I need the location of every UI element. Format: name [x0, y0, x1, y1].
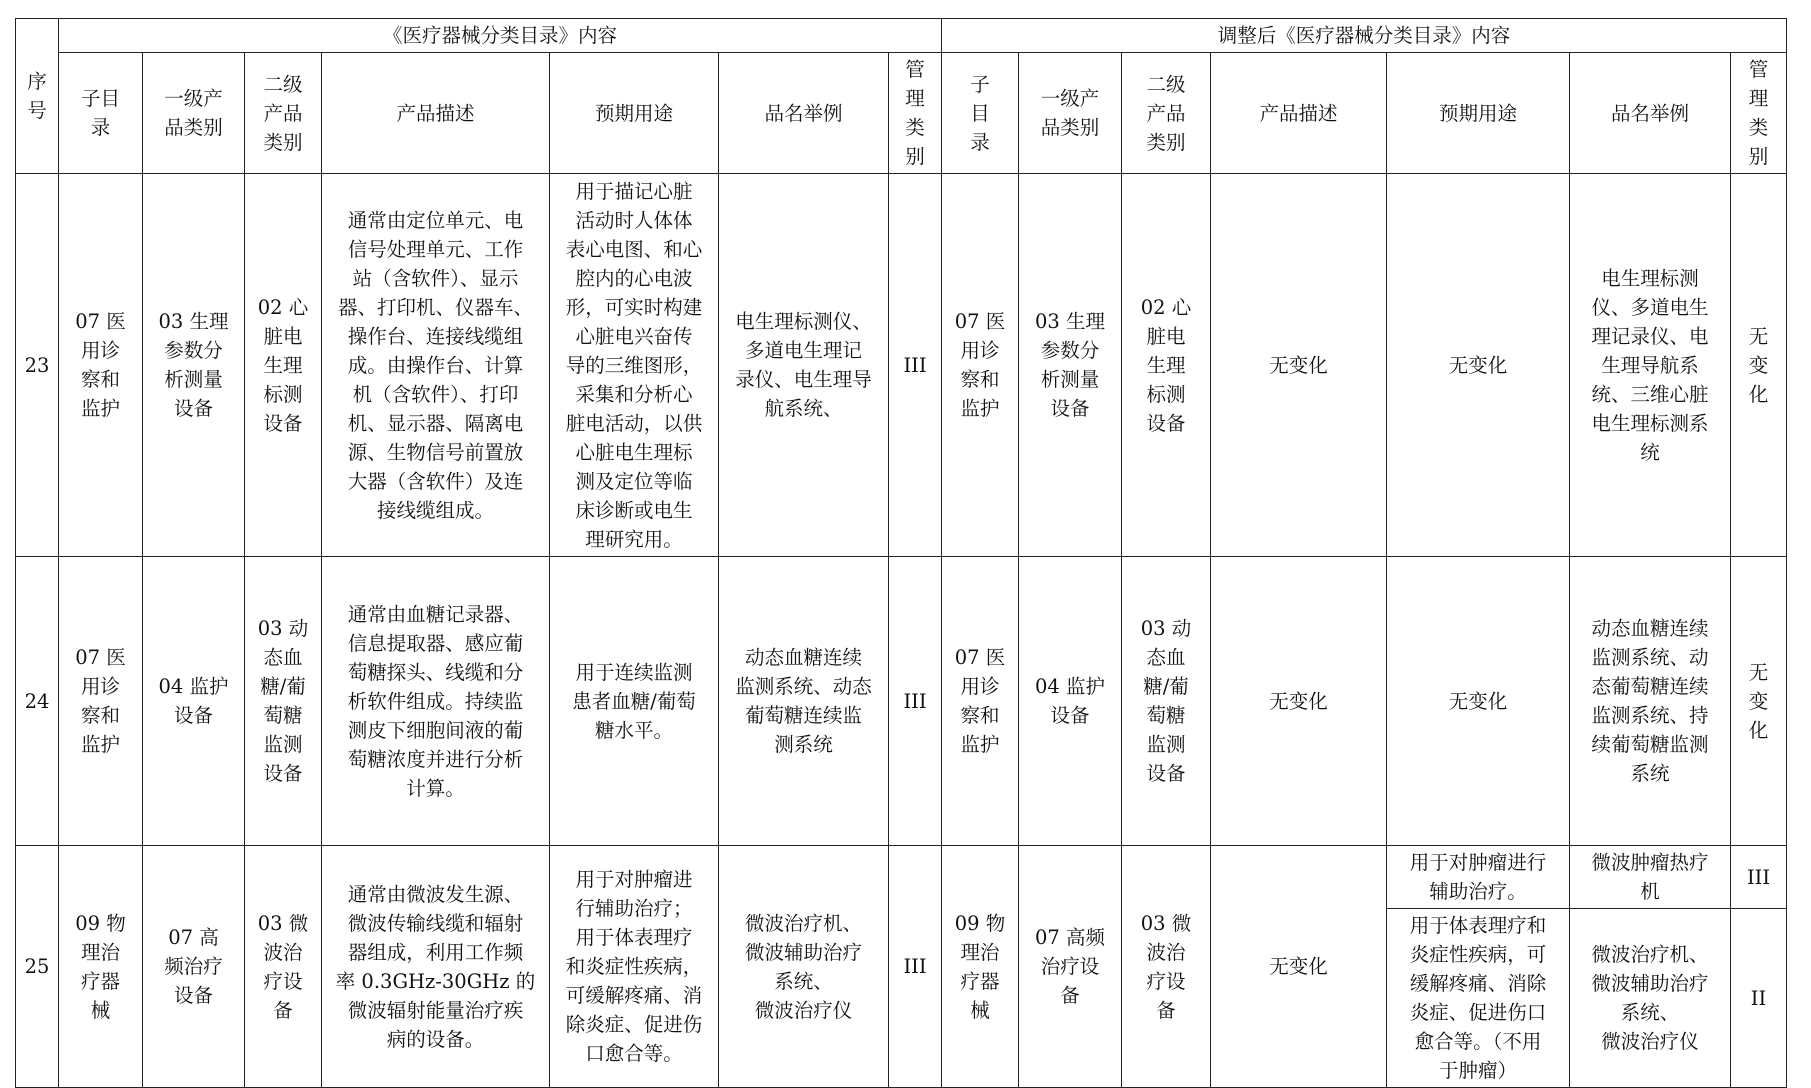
header-adj-examples: 品名举例	[1570, 53, 1731, 174]
cell-orig-subcatalog: 07 医 用诊 察和 监护	[59, 174, 143, 557]
cell-adj-description: 无变化	[1211, 557, 1387, 846]
cell-adj-subcatalog: 07 医 用诊 察和 监护	[942, 174, 1019, 557]
catalog-adjustment-table	[15, 18, 1787, 1088]
header-orig-description: 产品描述	[322, 53, 550, 174]
header-adjusted-group: 调整后《医疗器械分类目录》内容	[942, 19, 1787, 53]
table-row	[16, 846, 1787, 909]
header-original-group: 《医疗器械分类目录》内容	[59, 19, 942, 53]
header-adj-description: 产品描述	[1211, 53, 1387, 174]
cell-orig-intended-use: 用于描记心脏 活动时人体体 表心电图、和心 腔内的心电波 形，可实时构建 心脏电兴奋传 导的三维图形， 采集和分析心 脏电活动，以供 心脏电生理标 测及定位等临 床诊断或电生 理研究用。	[550, 174, 719, 557]
cell-orig-description: 通常由定位单元、电 信号处理单元、工作 站（含软件）、显示 器、打印机、仪器车、 操作台、连接线缆组 成。由操作台、计算 机（含软件）、打印 机、显示器、隔离电 源、生物信号前置放 大器（含软件）及连 接线缆组成。	[322, 174, 550, 557]
cell-orig-class: III	[889, 557, 942, 846]
cell-orig-level2: 02 心 脏电 生理 标测 设备	[245, 174, 322, 557]
header-row-columns	[16, 53, 1787, 174]
cell-adj-intended-use-tumor: 用于对肿瘤进行 辅助治疗。	[1387, 846, 1570, 909]
cell-adj-examples-physio: 微波治疗机、 微波辅助治疗 系统、 微波治疗仪	[1570, 909, 1731, 1088]
cell-seq: 23	[16, 174, 59, 557]
cell-orig-level1: 07 高 频治疗 设备	[143, 846, 245, 1088]
cell-orig-intended-use: 用于连续监测 患者血糖/葡萄 糖水平。	[550, 557, 719, 846]
cell-adj-intended-use-physio: 用于体表理疗和 炎症性疾病，可 缓解疼痛、消除 炎症、促进伤口 愈合等。（不用 于肿瘤）	[1387, 909, 1570, 1088]
cell-adj-level2: 03 微 波治 疗设 备	[1122, 846, 1211, 1088]
cell-orig-examples: 微波治疗机、 微波辅助治疗 系统、 微波治疗仪	[719, 846, 889, 1088]
cell-adj-examples-tumor: 微波肿瘤热疗 机	[1570, 846, 1731, 909]
header-adj-intended-use: 预期用途	[1387, 53, 1570, 174]
cell-orig-examples: 动态血糖连续 监测系统、动态 葡萄糖连续监 测系统	[719, 557, 889, 846]
cell-adj-subcatalog: 07 医 用诊 察和 监护	[942, 557, 1019, 846]
header-row-groups	[16, 19, 1787, 53]
cell-orig-level1: 04 监护 设备	[143, 557, 245, 846]
cell-adj-class: 无 变 化	[1731, 174, 1787, 557]
cell-adj-examples: 电生理标测 仪、多道电生 理记录仪、电 生理导航系 统、三维心脏 电生理标测系 统	[1570, 174, 1731, 557]
header-adj-class: 管 理 类 别	[1731, 53, 1787, 174]
header-seq: 序 号	[16, 19, 59, 174]
cell-orig-description: 通常由微波发生源、 微波传输线缆和辐射 器组成，利用工作频 率 0.3GHz-30GHz 的 微波辐射能量治疗疾 病的设备。	[322, 846, 550, 1088]
cell-orig-subcatalog: 07 医 用诊 察和 监护	[59, 557, 143, 846]
table-row	[16, 557, 1787, 846]
table-row	[16, 174, 1787, 557]
header-adj-subcatalog: 子 目 录	[942, 53, 1019, 174]
cell-adj-class-physio: II	[1731, 909, 1787, 1088]
cell-adj-level2: 02 心 脏电 生理 标测 设备	[1122, 174, 1211, 557]
cell-adj-class-tumor: III	[1731, 846, 1787, 909]
header-orig-class: 管 理 类 别	[889, 53, 942, 174]
cell-orig-class: III	[889, 174, 942, 557]
cell-adj-level1: 04 监护 设备	[1019, 557, 1122, 846]
header-orig-level2: 二级 产品 类别	[245, 53, 322, 174]
header-orig-examples: 品名举例	[719, 53, 889, 174]
header-orig-subcatalog: 子目 录	[59, 53, 143, 174]
cell-orig-level1: 03 生理 参数分 析测量 设备	[143, 174, 245, 557]
cell-adj-subcatalog: 09 物 理治 疗器 械	[942, 846, 1019, 1088]
cell-orig-class: III	[889, 846, 942, 1088]
cell-adj-intended-use: 无变化	[1387, 557, 1570, 846]
header-adj-level2: 二级 产品 类别	[1122, 53, 1211, 174]
cell-adj-level2: 03 动 态血 糖/葡 萄糖 监测 设备	[1122, 557, 1211, 846]
cell-adj-level1: 03 生理 参数分 析测量 设备	[1019, 174, 1122, 557]
cell-adj-class: 无 变 化	[1731, 557, 1787, 846]
cell-adj-level1: 07 高频 治疗设 备	[1019, 846, 1122, 1088]
cell-orig-description: 通常由血糖记录器、 信息提取器、感应葡 萄糖探头、线缆和分 析软件组成。持续监 测皮下细胞间液的葡 萄糖浓度并进行分析 计算。	[322, 557, 550, 846]
cell-adj-description: 无变化	[1211, 846, 1387, 1088]
cell-orig-level2: 03 动 态血 糖/葡 萄糖 监测 设备	[245, 557, 322, 846]
header-orig-intended-use: 预期用途	[550, 53, 719, 174]
header-orig-level1: 一级产 品类别	[143, 53, 245, 174]
cell-orig-intended-use: 用于对肿瘤进 行辅助治疗； 用于体表理疗 和炎症性疾病， 可缓解疼痛、消 除炎症、促进伤 口愈合等。	[550, 846, 719, 1088]
cell-seq: 24	[16, 557, 59, 846]
header-adj-level1: 一级产 品类别	[1019, 53, 1122, 174]
cell-adj-intended-use: 无变化	[1387, 174, 1570, 557]
cell-adj-description: 无变化	[1211, 174, 1387, 557]
cell-orig-examples: 电生理标测仪、 多道电生理记 录仪、电生理导 航系统、	[719, 174, 889, 557]
cell-adj-examples: 动态血糖连续 监测系统、动 态葡萄糖连续 监测系统、持 续葡萄糖监测 系统	[1570, 557, 1731, 846]
cell-orig-subcatalog: 09 物 理治 疗器 械	[59, 846, 143, 1088]
cell-seq: 25	[16, 846, 59, 1088]
cell-orig-level2: 03 微 波治 疗设 备	[245, 846, 322, 1088]
